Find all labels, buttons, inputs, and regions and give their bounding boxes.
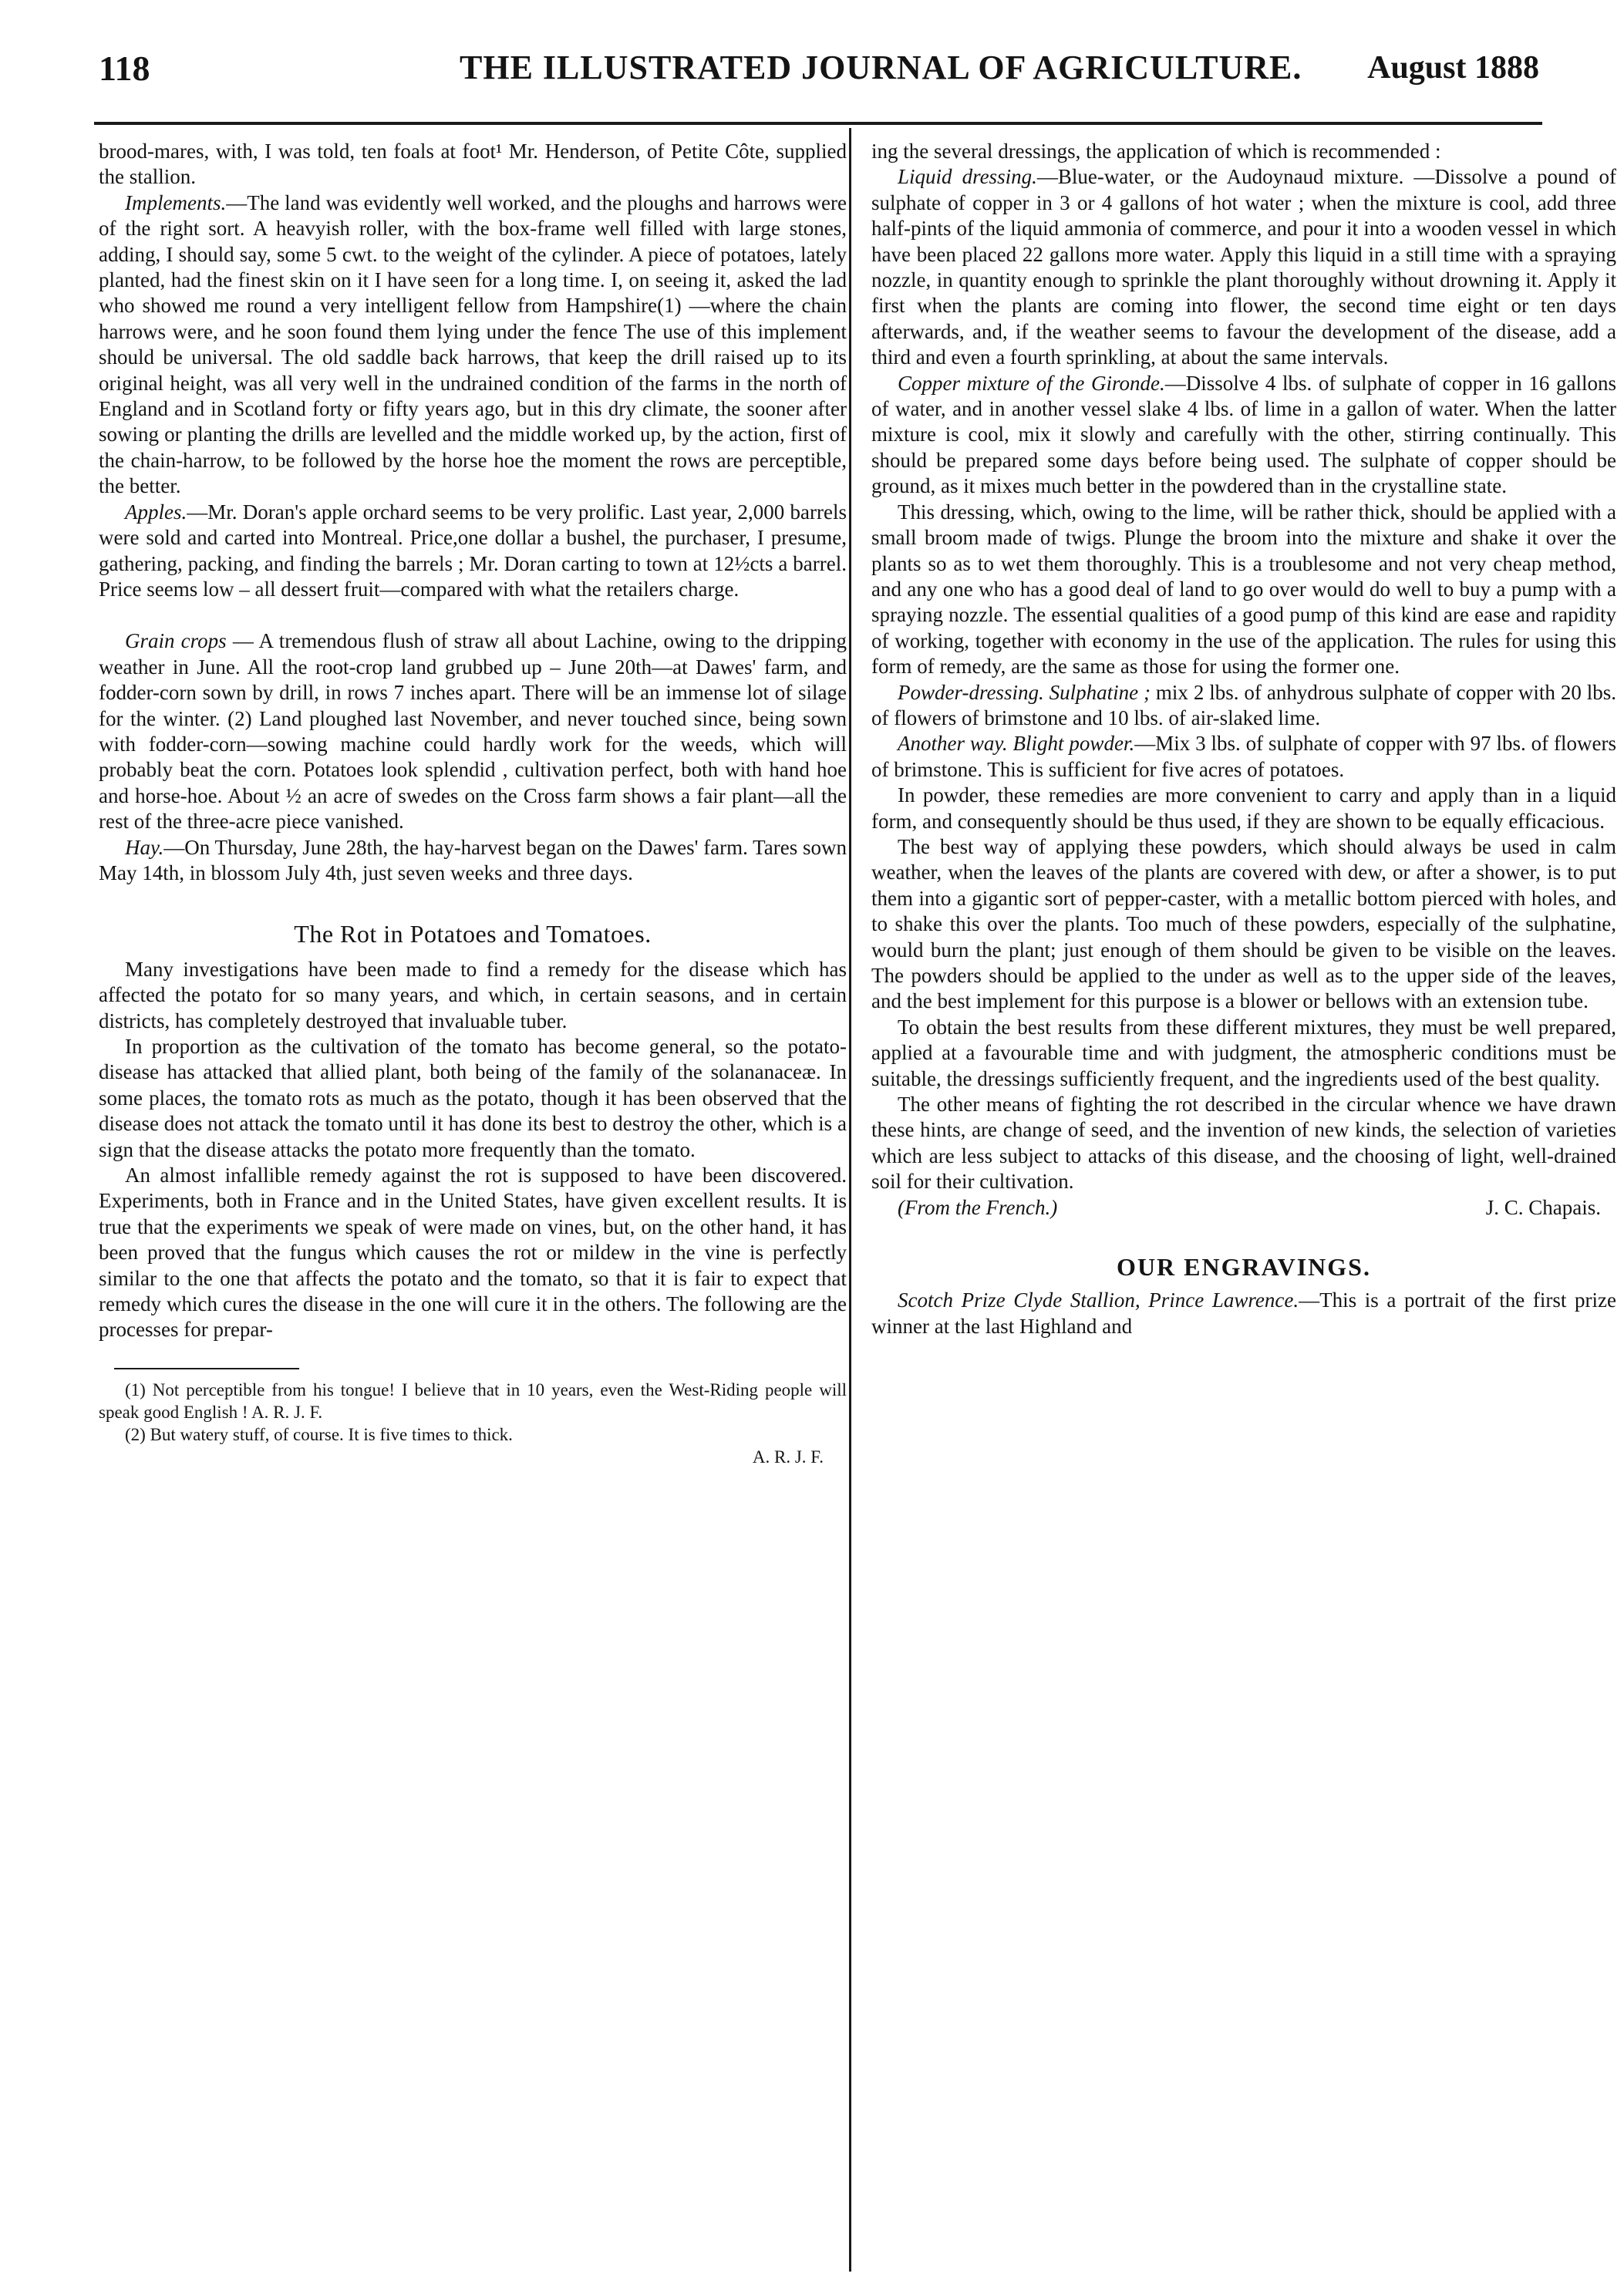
paragraph bbox=[871, 1288, 1616, 1339]
article-signature bbox=[871, 1195, 1616, 1221]
source-note: (From the French.) bbox=[898, 1195, 1058, 1219]
paragraph: brood-mares, with, I was told, ten foals at foot¹ Mr. Henderson, of Petite Côte, supplied the stallion. bbox=[99, 140, 847, 189]
paragraph: ing the several dressings, the application of which is recommended : bbox=[871, 140, 1441, 163]
paragraph-body: —This is a portrait of the first prize winner at the last Highland and bbox=[871, 1288, 1616, 1338]
paragraph bbox=[99, 835, 847, 887]
paragraph-body: — A tremendous flush of straw all about Lachine, owing to the dripping weather in June. All the root-crop land grubbed up – June 20th—at Dawes' farm, and fodder-corn sown by drill, in rows 7 inches apart. There will be an immense lot of silage for the winter. (2) Land ploughed last November, and never touched since, being sown with fodder-corn—sowing machine could hardly work for the weeds, which will probably beat the corn. Potatoes look splendid , cultivation perfect, both with hand hoe and horse-hoe. About ½ an acre of swedes on the Cross farm shows a fair plant—all the rest of the three-acre piece vanished. bbox=[99, 629, 847, 834]
paragraph: An almost infallible remedy against the rot is supposed to have been discovered. Experiments, both in France and in the United States, have given excellent results. It is true that the experiments we speak of were made on vines, but, on the other hand, it has been proved that the fungus which causes the rot or mildew in the vine is perfectly similar to the one that affects the potato and the tomato, so that it is fair to expect that remedy which cures the disease in the one will cure it in the others. The following are the processes for prepar- bbox=[99, 1164, 847, 1342]
paragraph bbox=[99, 500, 847, 603]
run-in-heading: Apples. bbox=[125, 500, 187, 524]
issue-date: August 1888 bbox=[1367, 50, 1539, 86]
paragraph-body: —Mix 3 lbs. of sulphate of copper with 97 lbs. of flowers of brimstone. This is sufficient for five acres of potatoes. bbox=[871, 732, 1616, 781]
paragraph: In proportion as the cultivation of the tomato has become general, so the potato-disease has attacked that allied plant, both being of the family of the solananaceæ. In some places, the tomato rots as much as the potato, though it has been observed that the disease does not attack the tomato until it has done its best to destroy the other, which is a sign that the disease attacks the potato more frequently than the tomato. bbox=[99, 1035, 847, 1161]
paragraph: This dressing, which, owing to the lime, will be rather thick, should be applied with a small broom made of twigs. Plunge the broom into the mixture and shake it over the plants so as to wet them thoroughly. This is a troublesome and not very cheap method, and any one who has a good deal of land to go over would do well to buy a pump with a spraying nozzle. The essential qualities of a good pump of this kind are ease and rapidity of working, together with economy in the use of the application. The rules for using this form of remedy, are the same as those for using the former one. bbox=[871, 500, 1616, 679]
author-name: J. C. Chapais. bbox=[1485, 1195, 1601, 1219]
paragraph bbox=[871, 731, 1616, 783]
paragraph bbox=[99, 628, 847, 834]
paragraph-body: —Dissolve 4 lbs. of sulphate of copper in 16 gallons of water, and in another vessel slake 4 lbs. of lime in a gallon of water. When the latter mixture is cool, mix it slowly and carefully with the other, stirring continually. This should be prepared some days before being used. The sulphate of copper should be ground, as it mixes much better in the powdered than in the crystalline state. bbox=[871, 371, 1616, 498]
run-in-heading: Hay. bbox=[125, 835, 164, 859]
paragraph-body: —The land was evidently well worked, and the ploughs and harrows were of the right sort. A heavyish roller, with the box-frame well filled with large stones, adding, I should say, some 5 cwt. to the weight of the cylinder. A piece of potatoes, lately planted, had the finest skin on it I have seen for a long time. I, on seeing it, asked the lad who showed me round a very intelligent fellow from Hampshire(1) —where the chain harrows were, and he soon found them lying under the fence The use of this implement should be universal. The old saddle back harrows, that keep the drill raised up to its original height, was all very well in the undrained condition of the farms in the north of England and in Scotland forty or fifty years ago, but in this dry climate, the sooner after sowing or planting the drills are levelled and the middle worked up, by the action, first of the chain-harrow, to be followed by the horse hoe the moment the rows are perceptible, the better. bbox=[99, 190, 847, 498]
paragraph: To obtain the best results from these different mixtures, they must be well prepared, applied at a favourable time and with judgment, the atmospheric conditions must be suitable, the dressings sufficiently frequent, and the ingredients used of the best quality. bbox=[871, 1015, 1616, 1090]
footnote-rule bbox=[114, 1368, 299, 1369]
page-header bbox=[99, 40, 1539, 102]
column-divider bbox=[849, 128, 851, 2272]
run-in-heading: Another way. Blight powder. bbox=[898, 732, 1135, 756]
paragraph: The other means of fighting the rot described in the circular whence we have drawn these hints, are change of seed, and the invention of new kinds, the selection of varieties which are less subject to attacks of this disease, and the choosing of light, well-drained soil for their cultivation. bbox=[871, 1093, 1616, 1194]
paragraph bbox=[871, 371, 1616, 500]
footnote-signature: A. R. J. F. bbox=[752, 1447, 824, 1467]
page-number: 118 bbox=[99, 49, 150, 88]
run-in-heading: Grain crops bbox=[125, 629, 227, 653]
footnote: (2) But watery stuff, of course. It is five times to thick. bbox=[125, 1424, 513, 1444]
paragraph: Many investigations have been made to find a remedy for the disease which has affected the potato for so many years, and which, in certain seasons, and in certain districts, has completely destroyed that invaluable tuber. bbox=[99, 957, 847, 1032]
paragraph: In powder, these remedies are more convenient to carry and apply than in a liquid form, and consequently should be thus used, if they are shown to be equally efficacious. bbox=[871, 783, 1616, 833]
paragraph bbox=[871, 164, 1616, 370]
journal-title: THE ILLUSTRATED JOURNAL OF AGRICULTURE. bbox=[460, 49, 1302, 86]
section-title: OUR ENGRAVINGS. bbox=[1117, 1253, 1371, 1282]
paragraph-body: mix 2 lbs. of anhydrous sulphate of copper with 20 lbs. of flowers of brimstone and 10 lbs. of air-slaked lime. bbox=[871, 680, 1616, 729]
footnote: (1) Not perceptible from his tongue! I believe that in 10 years, even the West-Riding people will speak good English ! A. R. J. F. bbox=[99, 1379, 847, 1422]
run-in-heading: Powder-dressing. Sulphatine ; bbox=[898, 680, 1151, 704]
paragraph bbox=[99, 190, 847, 500]
left-column bbox=[99, 139, 847, 1468]
header-rule bbox=[94, 122, 1542, 125]
paragraph-body: —On Thursday, June 28th, the hay-harvest began on the Dawes' farm. Tares sown May 14th, in blossom July 4th, just seven weeks and three days. bbox=[99, 835, 847, 884]
section-title: The Rot in Potatoes and Tomatoes. bbox=[294, 920, 652, 948]
run-in-heading: Scotch Prize Clyde Stallion, Prince Lawrence. bbox=[898, 1288, 1299, 1312]
run-in-heading: Copper mixture of the Gironde. bbox=[898, 371, 1165, 395]
paragraph: The best way of applying these powders, which should always be used in calm weather, when the leaves of the plants are covered with dew, or after a shower, is to put them into a gigantic sort of pepper-caster, with a metallic bottom pierced with holes, and to shake this over the plants. Too much of these powders, especially of the sulphatine, would burn the plant; just enough of them should be given to be visible on the leaves. The powders should be applied to the under as well as to the upper side of the leaves, and the best implement for this purpose is a blower or bellows with an extension tube. bbox=[871, 834, 1616, 1013]
run-in-heading: Liquid dressing. bbox=[898, 165, 1037, 189]
paragraph bbox=[871, 680, 1616, 732]
right-column bbox=[871, 139, 1616, 1339]
paragraph-body: —Blue-water, or the Audoynaud mixture. —Dissolve a pound of sulphate of copper in 3 or 4 gallons of hot water ; when the mixture is cool, add three half-pints of the liquid ammonia of commerce, and pour it into a wooden vessel in which have been placed 22 gallons more water. Apply this liquid in a still time with a spraying nozzle, in quantity enough to sprinkle the plant thoroughly without drowning it. Apply it first when the plants are coming into flower, the second time eight or ten days afterwards, and, if the weather seems to favour the development of the disease, add a third and even a fourth sprinkling, at about the same intervals. bbox=[871, 165, 1616, 369]
run-in-heading: Implements. bbox=[125, 190, 227, 214]
paragraph-body: —Mr. Doran's apple orchard seems to be very prolific. Last year, 2,000 barrels were sold and carted into Montreal. Price,one dollar a bushel, the purchaser, I presume, gathering, packing, and finding the barrels ; Mr. Doran carting to town at 12½cts a barrel. Price seems low – all dessert fruit—compared with what the retailers charge. bbox=[99, 500, 847, 601]
